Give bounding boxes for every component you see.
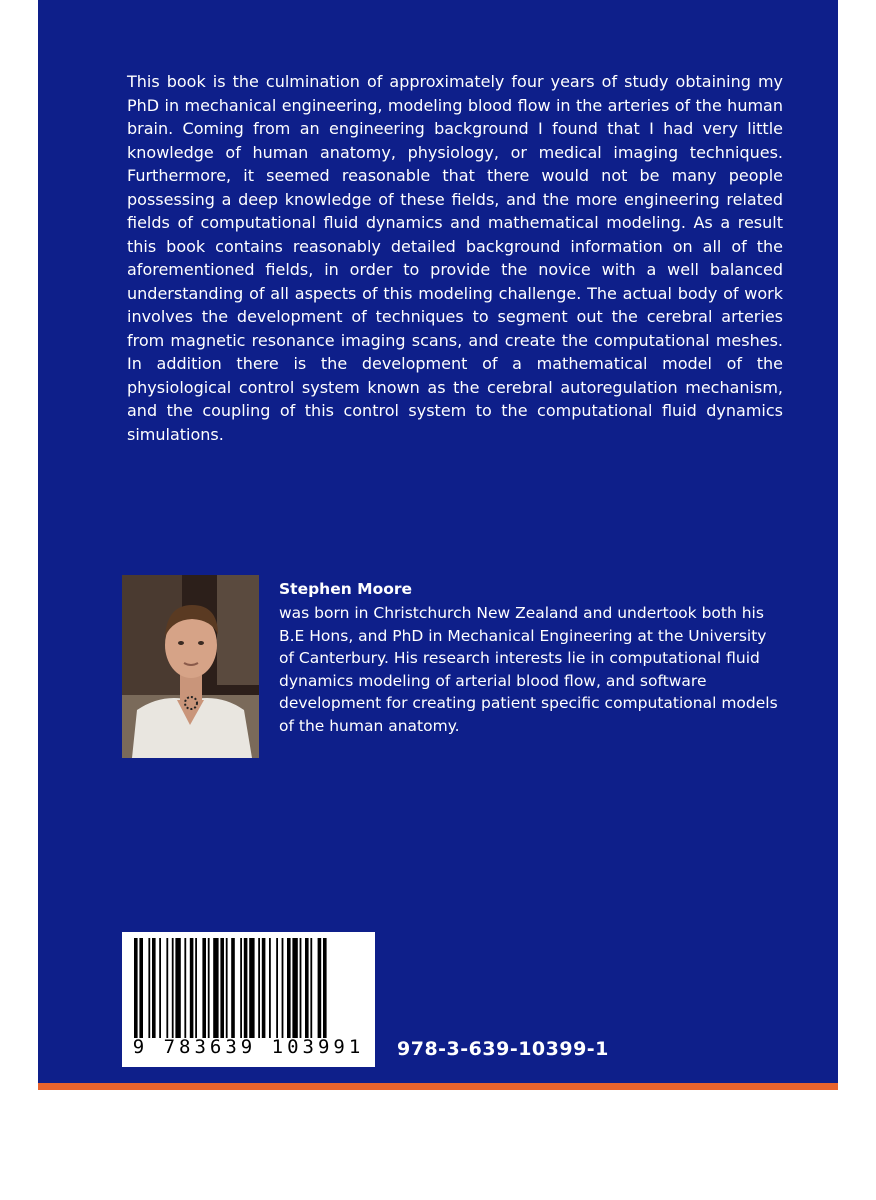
barcode-bar bbox=[318, 938, 322, 1038]
barcode-bar bbox=[139, 938, 143, 1038]
barcode-bars bbox=[134, 938, 363, 1038]
author-name: Stephen Moore bbox=[279, 580, 413, 598]
barcode-bar bbox=[190, 938, 194, 1038]
barcode-bar bbox=[262, 938, 266, 1038]
barcode-bar bbox=[300, 938, 302, 1038]
barcode-bar bbox=[226, 938, 228, 1038]
barcode-bar bbox=[310, 938, 312, 1038]
barcode bbox=[122, 932, 375, 1067]
barcode-bar bbox=[323, 938, 327, 1038]
book-blurb: This book is the culmination of approximately four years of study obtaining my PhD in mechanical engineering, modeling blood flow in the arteries of the human brain. Coming from an engineering background I found that I had very little knowledge of human anatomy, physiology, or medical imaging techniques. Furthermore, it seemed reasonable that there would not be many people possessing a deep knowledge of these fields, and the more engineering related fields of computational fluid dynamics and mathematical modeling. As a result this book contains reasonably detailed background information on all of the aforementioned fields, in order to provide the novice with a well balanced understanding of all aspects of this modeling challenge. The actual body of work involves the development of techniques to segment out the cerebral arteries from magnetic resonance imaging scans, and create the computational meshes. In addition there is the development of a mathematical model of the physiological control system known as the cerebral autoregulation mechanism, and the coupling of this control system to the computational fluid dynamics simulations. bbox=[127, 72, 783, 444]
author-bio: was born in Christchurch New Zealand and undertook both his B.E Hons, and PhD in Mechanical Engineering at the University of Canterbury. His research interests lie in computational fluid dynamics modeling of arterial blood flow, and software development for creating patient specific computational models of the human anatomy. bbox=[279, 604, 778, 735]
barcode-bar bbox=[134, 938, 138, 1038]
barcode-bar bbox=[166, 938, 168, 1038]
barcode-bar bbox=[269, 938, 271, 1038]
barcode-digits: 9 783639 103991 bbox=[132, 1036, 365, 1058]
barcode-bar bbox=[195, 938, 197, 1038]
barcode-bar bbox=[249, 938, 254, 1038]
barcode-bar bbox=[213, 938, 218, 1038]
barcode-bar bbox=[208, 938, 210, 1038]
barcode-bar bbox=[244, 938, 248, 1038]
isbn-number: 978-3-639-10399-1 bbox=[397, 1038, 609, 1060]
author-photo bbox=[122, 575, 259, 758]
barcode-bar bbox=[184, 938, 186, 1038]
barcode-bar bbox=[231, 938, 235, 1038]
barcode-bar bbox=[220, 938, 224, 1038]
barcode-bar bbox=[159, 938, 161, 1038]
accent-stripe bbox=[38, 1083, 838, 1090]
barcode-bar bbox=[305, 938, 309, 1038]
barcode-bar bbox=[282, 938, 284, 1038]
barcode-bar bbox=[152, 938, 156, 1038]
barcode-bar bbox=[202, 938, 206, 1038]
barcode-bar bbox=[287, 938, 291, 1038]
barcode-bar bbox=[148, 938, 150, 1038]
barcode-bar bbox=[240, 938, 242, 1038]
barcode-bar bbox=[292, 938, 297, 1038]
barcode-bar bbox=[276, 938, 278, 1038]
barcode-bar bbox=[175, 938, 180, 1038]
barcode-bar bbox=[258, 938, 260, 1038]
barcode-bar bbox=[172, 938, 174, 1038]
